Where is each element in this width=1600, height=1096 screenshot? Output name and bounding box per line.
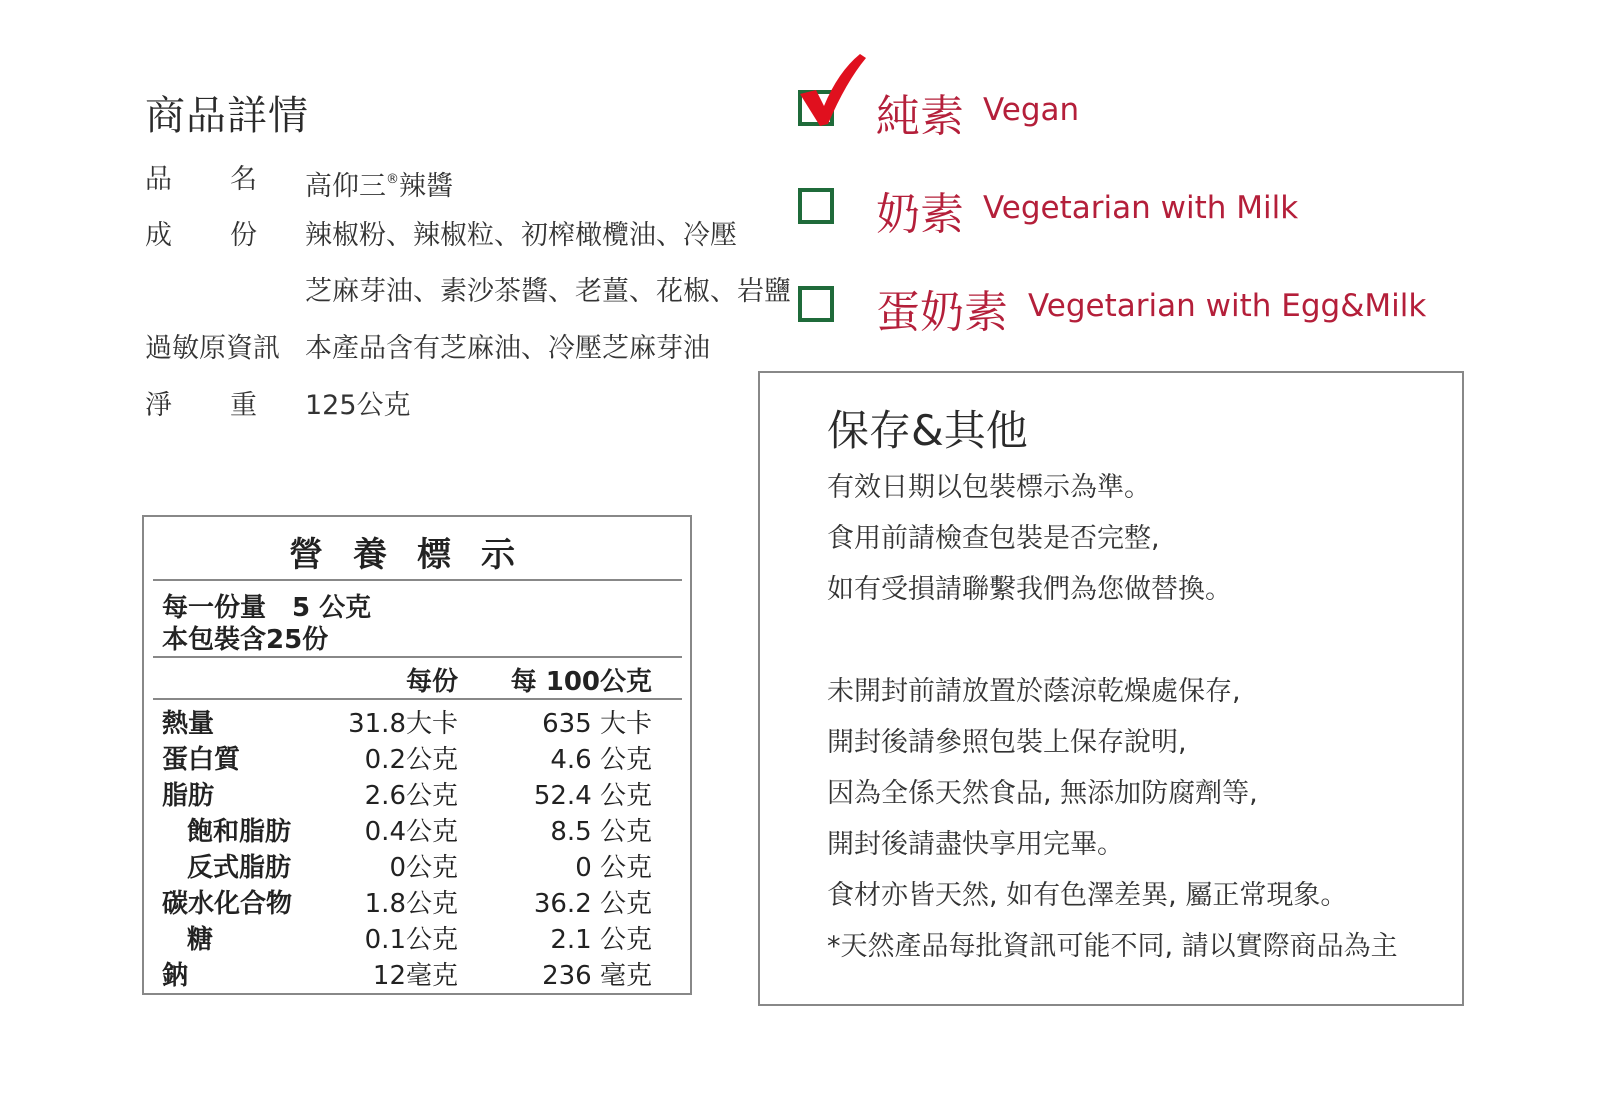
nutrient-per-100g: 4.6 公克 [550, 745, 652, 775]
product-name-suffix: 辣醬 [399, 171, 453, 202]
divider [153, 698, 682, 700]
diet-label-zh: 純素 [876, 91, 964, 142]
allergen-label: 過敏原資訊 [145, 333, 280, 364]
nutrition-title: 營養標示 [289, 535, 545, 575]
ingredients-line-1: 辣椒粉、辣椒粒、初榨橄欖油、冷壓 [305, 220, 737, 251]
nutrient-name: 鈉 [162, 961, 189, 991]
nutrient-per-serving: 12毫克 [372, 961, 458, 991]
product-name-label: 品名 [145, 164, 315, 195]
nutrient-per-100g: 635 大卡 [542, 709, 652, 739]
nutrient-name: 碳水化合物 [162, 889, 293, 919]
nutrition-row [144, 706, 690, 742]
storage-box [758, 371, 1464, 1006]
servings-per-pack: 本包裝含25份 [162, 625, 329, 655]
nutrition-row [144, 778, 690, 814]
diet-option [798, 276, 1438, 336]
diet-label-en: Vegetarian with Milk [983, 190, 1299, 226]
storage-note-line: *天然產品每批資訊可能不同, 請以實際商品為主 [827, 931, 1398, 962]
nutrition-row [144, 958, 690, 994]
net-weight-value: 125公克 [305, 390, 411, 421]
nutrition-row [144, 742, 690, 778]
storage-note-line: 食用前請檢查包裝是否完整, [827, 523, 1160, 554]
storage-note-line: 有效日期以包裝標示為準。 [827, 472, 1151, 503]
allergen-value: 本產品含有芝麻油、冷壓芝麻芽油 [305, 333, 710, 364]
net-weight-label: 淨重 [145, 390, 315, 421]
nutrition-facts-box [142, 515, 692, 995]
storage-note-line: 因為全係天然食品, 無添加防腐劑等, [827, 778, 1258, 809]
checkbox[interactable] [798, 188, 834, 224]
diet-option [798, 80, 1438, 140]
nutrition-row [144, 850, 690, 886]
ingredients-row-2 [145, 272, 791, 312]
diet-label-en: Vegan [983, 92, 1080, 128]
nutrient-per-serving: 0.4公克 [364, 817, 458, 847]
ingredients-row [145, 216, 755, 256]
diet-label-zh: 奶素 [876, 189, 964, 240]
ingredients-label: 成份 [145, 220, 315, 251]
nutrient-name: 糖 [187, 925, 214, 955]
product-name-value [305, 160, 453, 207]
nutrient-per-serving: 31.8大卡 [348, 709, 458, 739]
nutrition-row [144, 922, 690, 958]
nutrient-per-100g: 0 公克 [575, 853, 652, 883]
registered-mark: ® [386, 172, 399, 187]
nutrient-per-100g: 236 毫克 [542, 961, 652, 991]
nutrient-name: 反式脂肪 [187, 853, 292, 883]
nutrient-per-serving: 0公克 [389, 853, 458, 883]
product-name-row [145, 160, 745, 200]
diet-label-zh: 蛋奶素 [876, 287, 1008, 338]
storage-note-line: 開封後請參照包裝上保存說明, [827, 727, 1187, 758]
nutrient-per-100g: 52.4 公克 [533, 781, 652, 811]
diet-option [798, 178, 1438, 238]
storage-note-line: 如有受損請聯繫我們為您做替換。 [827, 574, 1232, 605]
checkmark-icon [794, 50, 874, 130]
nutrient-per-100g: 8.5 公克 [550, 817, 652, 847]
column-header-per-serving: 每份 [405, 667, 458, 697]
nutrient-per-100g: 36.2 公克 [533, 889, 652, 919]
divider [153, 579, 682, 581]
nutrition-row [144, 886, 690, 922]
divider [153, 656, 682, 658]
storage-note-line: 食材亦皆天然, 如有色澤差異, 屬正常現象。 [827, 880, 1348, 911]
serving-size: 每一份量 5 公克 [162, 593, 372, 623]
nutrient-per-100g: 2.1 公克 [550, 925, 652, 955]
column-header-per-100g: 每 100公克 [510, 667, 652, 697]
storage-title: 保存&其他 [827, 406, 1028, 455]
net-weight-row [145, 386, 755, 426]
storage-note-line: 未開封前請放置於蔭涼乾燥處保存, [827, 676, 1241, 707]
nutrient-name: 飽和脂肪 [187, 817, 292, 847]
storage-note-line: 開封後請盡快享用完畢。 [827, 829, 1124, 860]
allergen-row [145, 329, 755, 369]
diet-label-en: Vegetarian with Egg&Milk [1028, 288, 1427, 324]
nutrition-row [144, 814, 690, 850]
product-name-text: 高仰三 [305, 171, 386, 202]
nutrient-name: 脂肪 [162, 781, 215, 811]
checkbox[interactable] [798, 286, 834, 322]
nutrient-name: 熱量 [162, 709, 215, 739]
nutrient-per-serving: 2.6公克 [364, 781, 458, 811]
nutrient-per-serving: 1.8公克 [364, 889, 458, 919]
nutrient-name: 蛋白質 [162, 745, 241, 775]
product-details-title: 商品詳情 [145, 93, 309, 139]
nutrient-per-serving: 0.2公克 [364, 745, 458, 775]
nutrient-per-serving: 0.1公克 [364, 925, 458, 955]
ingredients-line-2: 芝麻芽油、素沙茶醬、老薑、花椒、岩鹽 [305, 276, 791, 307]
